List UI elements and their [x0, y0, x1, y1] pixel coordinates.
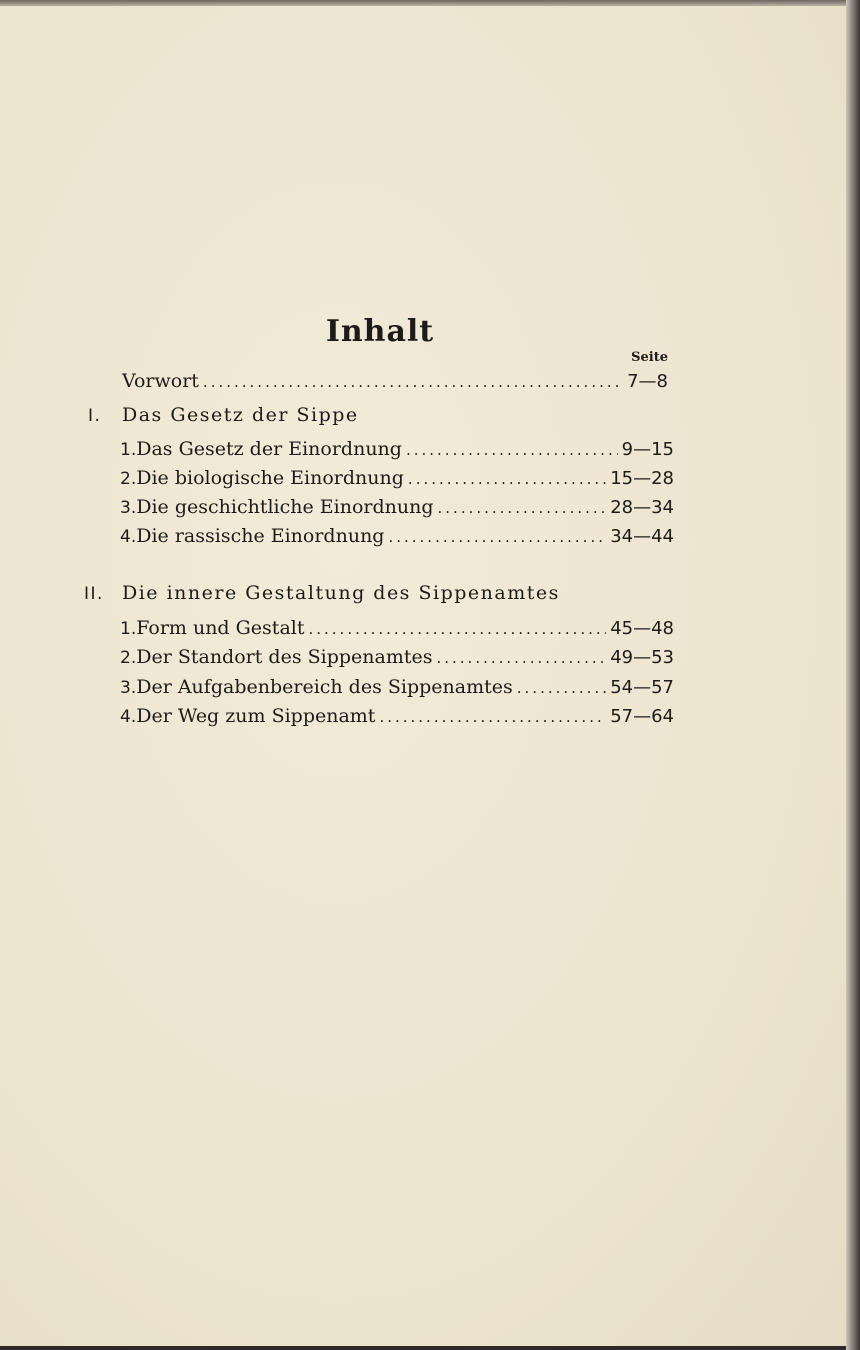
toc-entry [120, 646, 674, 668]
toc-entry-label: Der Standort des Sippenamtes [136, 646, 433, 668]
toc-entry-pages: 28—34 [610, 497, 674, 518]
section-title: Das Gesetz der Sippe [122, 404, 359, 426]
toc-entry [120, 676, 674, 698]
leader-dots [388, 528, 606, 546]
leader-dots [436, 649, 606, 667]
toc-entry-number: 1. [120, 440, 137, 460]
book-spine-shadow [846, 0, 860, 1350]
toc-entry [120, 438, 674, 460]
toc-entry-label: Das Gesetz der Einordnung [136, 438, 402, 460]
leader-dots [379, 708, 606, 726]
section-numeral: I. [88, 406, 102, 426]
toc-entry-number: 2. [120, 469, 137, 489]
toc-entry-pages: 45—48 [610, 618, 674, 639]
toc-entry-number: 4. [120, 707, 137, 727]
toc-entry [120, 525, 674, 547]
toc-entry-label: Die geschichtliche Einordnung [136, 496, 434, 518]
toc-section-heading [84, 582, 560, 604]
toc-entry-pages: 15—28 [610, 468, 674, 489]
toc-entry-number: 4. [120, 527, 137, 547]
page-column-header: Seite [631, 350, 668, 365]
leader-dots [406, 441, 618, 459]
toc-entry [120, 705, 674, 727]
toc-entry-pages: 7—8 [627, 371, 668, 392]
toc-entry [120, 467, 674, 489]
leader-dots [203, 373, 623, 391]
toc-entry-number: 1. [120, 619, 137, 639]
toc-entry-number: 2. [120, 648, 137, 668]
toc-entry-number: 3. [120, 498, 137, 518]
toc-entry-pages: 49—53 [610, 647, 674, 668]
toc-title: Inhalt [325, 314, 435, 349]
book-page [0, 6, 848, 1346]
toc-entry [120, 617, 674, 639]
leader-dots [308, 620, 606, 638]
toc-section-heading [88, 404, 359, 426]
toc-entry-pages: 9—15 [621, 439, 674, 460]
toc-entry-label: Die rassische Einordnung [136, 525, 385, 547]
toc-entry-label: Die biologische Einordnung [136, 467, 404, 489]
section-title: Die innere Gestaltung des Sippenamtes [122, 582, 560, 604]
toc-entry-label: Vorwort [122, 370, 199, 392]
toc-entry-pages: 34—44 [610, 526, 674, 547]
section-numeral: II. [84, 584, 104, 604]
leader-dots [517, 679, 606, 697]
toc-entry [120, 496, 674, 518]
toc-entry-label: Der Aufgabenbereich des Sippenamtes [136, 676, 513, 698]
toc-entry-pages: 57—64 [610, 706, 674, 727]
toc-entry-label: Der Weg zum Sippenamt [136, 705, 376, 727]
leader-dots [438, 499, 607, 517]
toc-entry-number: 3. [120, 678, 137, 698]
leader-dots [408, 470, 606, 488]
toc-entry-label: Form und Gestalt [136, 617, 305, 639]
toc-entry-pages: 54—57 [610, 677, 674, 698]
toc-entry-foreword [122, 370, 668, 392]
